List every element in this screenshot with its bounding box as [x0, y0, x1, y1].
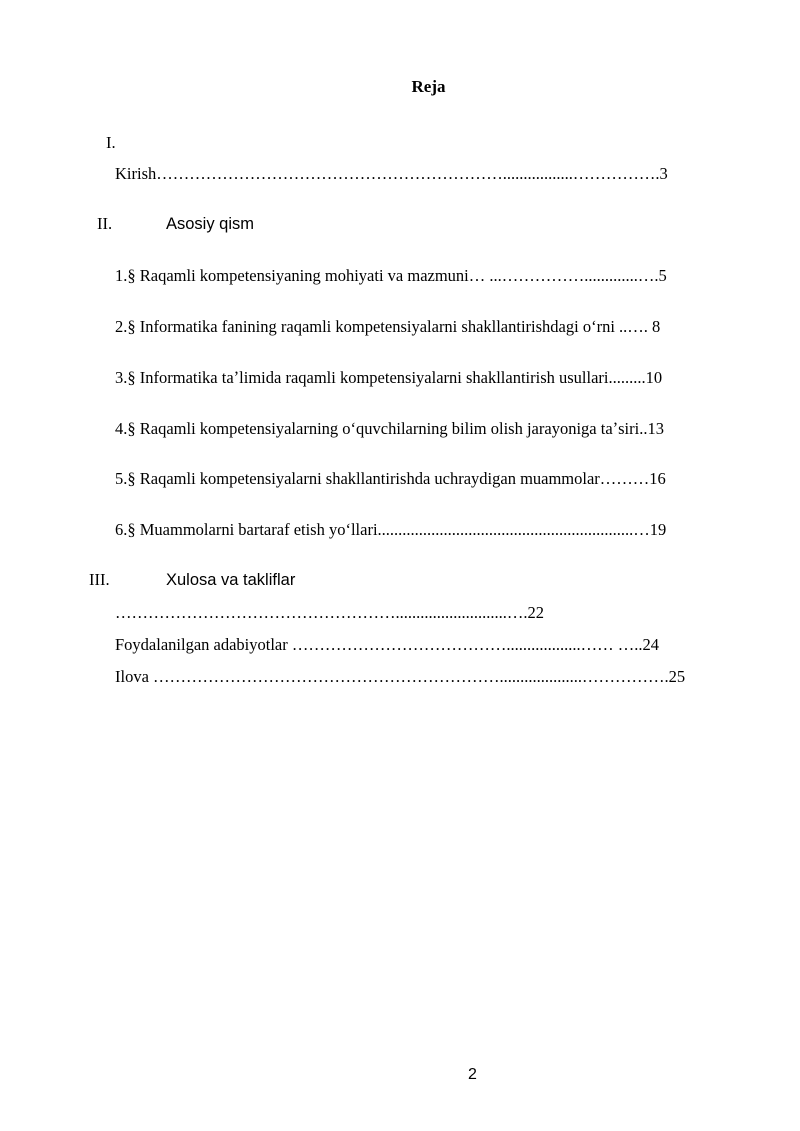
toc-item-2: 2.§ Informatika fanining raqamli kompetensiyalarni shakllantirishdagi oʻrni ..…. 8 — [115, 317, 661, 336]
toc-section-3-numeral: III. — [89, 570, 110, 589]
toc-section-2-numeral: II. — [97, 214, 113, 233]
toc-section-3-heading: Xulosa va takliflar — [166, 571, 296, 589]
toc-section-2-heading: Asosiy qism — [166, 215, 255, 233]
toc-item-1: 1.§ Raqamli kompetensiyaning mohiyati va mazmuni… ...…………….............….5 — [115, 266, 667, 285]
toc-item-4: 4.§ Raqamli kompetensiyalarning oʻquvchilarning bilim olish jarayoniga taʼsiri..13 — [115, 419, 664, 438]
toc-entry-kirish: Kirish……………………………………………………….................…………….3 — [115, 164, 668, 183]
toc-item-5: 5.§ Raqamli kompetensiyalarni shakllantirishda uchraydigan muammolar………16 — [115, 469, 666, 488]
toc-item-3: 3.§ Informatika taʼlimida raqamli kompetensiyalarni shakllantirish usullari.........10 — [115, 368, 663, 387]
toc-item-6: 6.§ Muammolarni bartaraf etish yoʻllari..............................................................…19 — [115, 520, 667, 539]
toc-entry-references: Foydalanilgan adabiyotlar …………………………………..................…… …..24 — [115, 635, 659, 654]
page-number: 2 — [468, 1066, 477, 1083]
toc-entry-xulosa: ……………………………………………...........................….22 — [115, 603, 544, 622]
page-title: Reja — [411, 77, 446, 96]
toc-entry-appendix: Ilova ………………………………………………………....................…………….25 — [115, 667, 686, 686]
toc-section-1-numeral: I. — [106, 133, 116, 152]
